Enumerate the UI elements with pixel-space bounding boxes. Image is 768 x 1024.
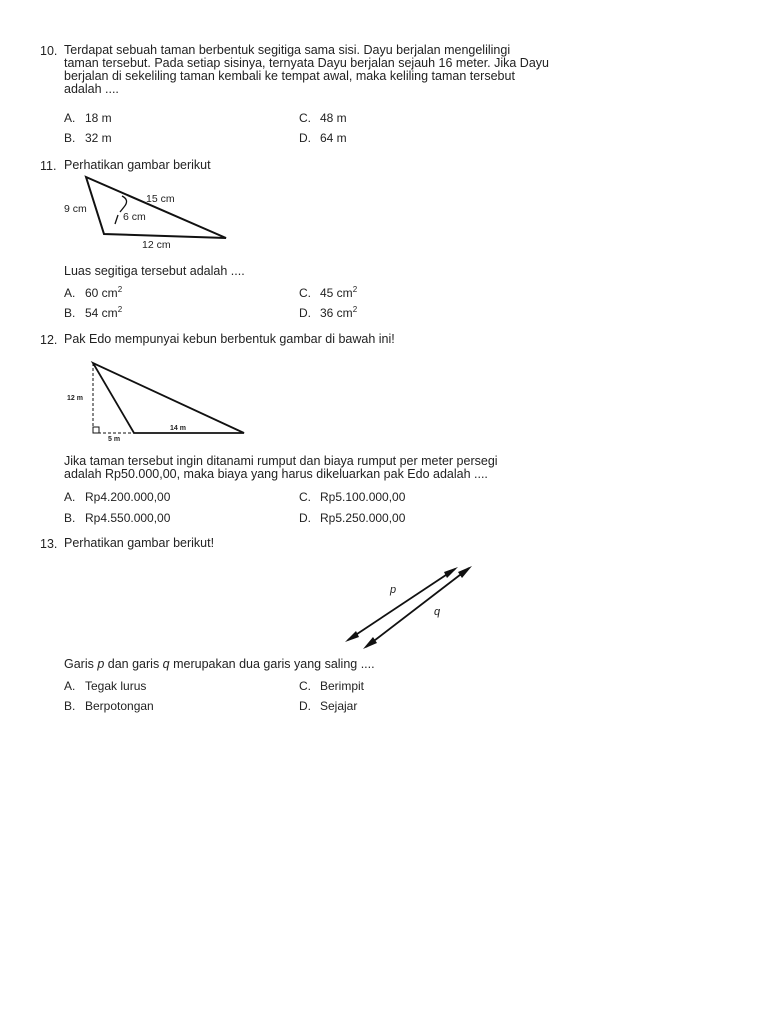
- label-p: p: [390, 584, 397, 596]
- question-10-option-b[interactable]: B. 32 m: [64, 131, 112, 145]
- question-11-triangle-figure: [60, 172, 240, 250]
- question-12-prompt-line: Jika taman tersebut ingin ditanami rumput dan biaya rumput per meter persegi: [64, 454, 498, 468]
- question-10-number: 10.: [40, 44, 58, 58]
- question-10-option-a[interactable]: A. 18 m: [64, 111, 112, 125]
- question-10-line: berjalan di sekeliling taman kembali ke tempat awal, maka keliling taman tersebut: [64, 69, 515, 83]
- question-10-option-d[interactable]: D. 64 m: [299, 131, 347, 145]
- line-p-arrow-end: [444, 567, 458, 578]
- side-label-15: 15 cm: [146, 193, 175, 205]
- question-13-option-a[interactable]: A. Tegak lurus: [64, 679, 147, 693]
- question-11-option-c[interactable]: C. 45 $cm^2$: [299, 285, 358, 300]
- height-line-lower: [115, 215, 118, 224]
- line-q: [366, 568, 469, 647]
- question-12-number: 12.: [40, 333, 58, 347]
- line-p-arrow-start: [345, 631, 359, 642]
- line-q-arrow-end: [458, 566, 472, 578]
- base-label-14m: 14 m: [170, 425, 186, 432]
- triangle-shape: [86, 177, 226, 238]
- height-line: [120, 196, 127, 212]
- question-13-parallel-lines-figure: [335, 555, 485, 655]
- question-10-line: adalah ....: [64, 82, 119, 96]
- question-12-prompt-line: adalah Rp50.000,00, maka biaya yang harus dikeluarkan pak Edo adalah ....: [64, 467, 488, 481]
- line-q-arrow-start: [363, 637, 377, 649]
- side-label-9: 9 cm: [64, 203, 87, 215]
- question-10-line: Terdapat sebuah taman berbentuk segitiga sama sisi. Dayu berjalan mengelilingi: [64, 43, 511, 57]
- extension-label-5m: 5 m: [108, 436, 121, 443]
- question-13-prompt: Garis p dan garis q merupakan dua garis yang saling ....: [64, 657, 375, 671]
- question-13-stem: Perhatikan gambar berikut!: [64, 536, 215, 550]
- base-label-12: 12 cm: [142, 239, 171, 250]
- label-q: q: [434, 606, 441, 618]
- question-10-line: taman tersebut. Pada setiap sisinya, ternyata Dayu berjalan sejauh 16 meter. Jika Dayu: [64, 56, 549, 70]
- line-p: [348, 569, 455, 640]
- question-12-option-a[interactable]: A. Rp4.200.000,00: [64, 490, 171, 504]
- question-13-option-c[interactable]: C. Berimpit: [299, 679, 365, 693]
- right-angle-marker: [93, 427, 99, 433]
- height-label-6: 6 cm: [123, 211, 146, 223]
- question-11-option-d[interactable]: D. 36 $cm^2$: [299, 305, 358, 320]
- question-12-option-d[interactable]: D. Rp5.250.000,00: [299, 511, 406, 525]
- question-12-option-c[interactable]: C. Rp5.100.000,00: [299, 490, 406, 504]
- garden-triangle: [93, 363, 244, 433]
- question-12-stem: Pak Edo mempunyai kebun berbentuk gambar di bawah ini!: [64, 332, 395, 346]
- question-11-option-b[interactable]: B. 54 $cm^2$: [64, 305, 123, 320]
- height-label-12m: 12 m: [67, 395, 83, 402]
- question-13-option-d[interactable]: D. Sejajar: [299, 699, 358, 713]
- question-10-option-c[interactable]: C. 48 m: [299, 111, 347, 125]
- question-11-number: 11.: [40, 159, 57, 173]
- question-12-option-b[interactable]: B. Rp4.550.000,00: [64, 511, 171, 525]
- question-13-number: 13.: [40, 537, 58, 551]
- question-12-garden-figure: [60, 356, 250, 446]
- question-12-prompt: [64, 455, 498, 481]
- question-11-prompt: Luas segitiga tersebut adalah ....: [64, 264, 245, 278]
- question-11-stem: Perhatikan gambar berikut: [64, 158, 211, 172]
- question-13-option-b[interactable]: B. Berpotongan: [64, 699, 154, 713]
- question-10-stem: [64, 44, 549, 96]
- question-11-option-a[interactable]: A. 60 $cm^2$: [64, 285, 123, 300]
